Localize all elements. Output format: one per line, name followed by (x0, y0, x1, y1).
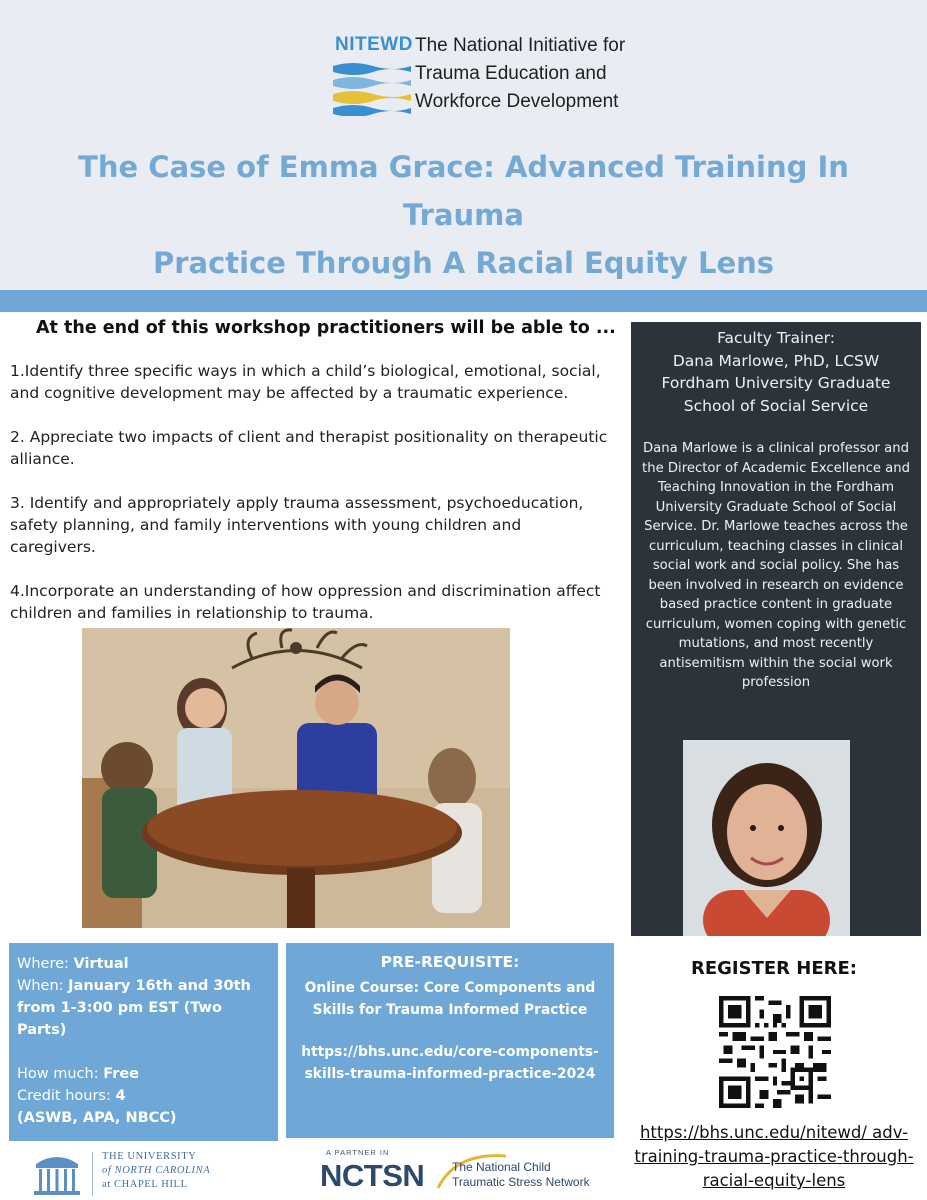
learning-objectives (10, 318, 616, 624)
event-details-box (9, 943, 278, 1141)
when-line: When: January 16th and 30th from 1-3:00 pm EST (Two Parts) (17, 978, 251, 1038)
register-link[interactable]: https://bhs.unc.edu/nitewd/ adv-training-trauma-practice-through-racial-equity-lens (634, 1123, 914, 1190)
register-title: REGISTER HERE: (690, 958, 857, 979)
faculty-affiliation: Fordham University Graduate School of Social Service (661, 374, 891, 415)
nctsn-partner-logo: A PARTNER IN NCTSN The National Child Traumatic Stress Network (320, 1148, 590, 1193)
logo-acronym: NITEWD (335, 34, 413, 55)
credit-line: Credit hours: 4 (17, 1088, 126, 1104)
objective-item: 2. Appreciate two impacts of client and therapist positionality on therapeutic alliance. (10, 428, 608, 468)
unc-chapel-hill-logo (30, 1150, 270, 1198)
cost-line: How much: Free (17, 1066, 140, 1082)
faculty-header: Faculty Trainer: Dana Marlowe, PhD, LCSW Fordham University Graduate School of Social Service (631, 322, 921, 417)
qr-code-icon[interactable] (719, 996, 831, 1108)
waves-icon (333, 60, 411, 116)
objective-item: 4.Incorporate an understanding of how oppression and discrimination affect children and families in relationship to trauma. (10, 582, 601, 622)
nctsn-acronym: NCTSN (320, 1158, 425, 1193)
faculty-photo (683, 740, 850, 936)
register-section (624, 958, 924, 1190)
objectives-heading: At the end of this workshop practitioners will be able to ... (36, 318, 616, 338)
prereq-link[interactable]: https://bhs.unc.edu/core-components-skills-trauma-informed-practice-2024 (301, 1044, 599, 1082)
logo-divider (92, 1152, 93, 1196)
faculty-bio: Dana Marlowe is a clinical professor and the Director of Academic Excellence and Teaching Innovation in the Fordham University Graduate School of Social Service. Dr. Marlowe teaches across the curriculum, teaching classes in clinical social work and social policy. She has been involved in research on evidence based practice content in graduate curriculum, women coping with genetic mutations, and most recently antisemitism within the social work profession (642, 441, 910, 690)
nctsn-full-name: The National Child Traumatic Stress Network (452, 1160, 590, 1189)
logo-org-name: The National Initiative for Trauma Education and Workforce Development (415, 35, 626, 112)
faculty-trainer-panel (631, 322, 921, 936)
nitewd-logo (333, 30, 633, 120)
prereq-course: Online Course: Core Components and Skills for Trauma Informed Practice (304, 980, 596, 1018)
unc-name: THE UNIVERSITY of NORTH CAROLINA at CHAPEL HILL (102, 1151, 211, 1190)
prerequisite-box (286, 943, 614, 1138)
where-line: Where: Virtual (17, 956, 129, 972)
page-title: The Case of Emma Grace: Advanced Training In Trauma Practice Through A Racial Equity Lens (78, 150, 849, 280)
faculty-name: Dana Marlowe, PhD, LCSW (672, 351, 880, 370)
old-well-icon (30, 1150, 84, 1198)
prereq-title: PRE-REQUISITE: (380, 953, 520, 971)
objective-item: 1.Identify three specific ways in which a child’s biological, emotional, social, and cognitive development may be affected by a traumatic experience. (10, 362, 601, 402)
credit-bodies: (ASWB, APA, NBCC) (17, 1110, 177, 1126)
family-session-photo (82, 628, 510, 928)
objective-item: 3. Identify and appropriately apply trauma assessment, psychoeducation, safety planning, and family interventions with young children and caregivers. (10, 494, 584, 556)
header-divider-stripe (0, 290, 927, 312)
